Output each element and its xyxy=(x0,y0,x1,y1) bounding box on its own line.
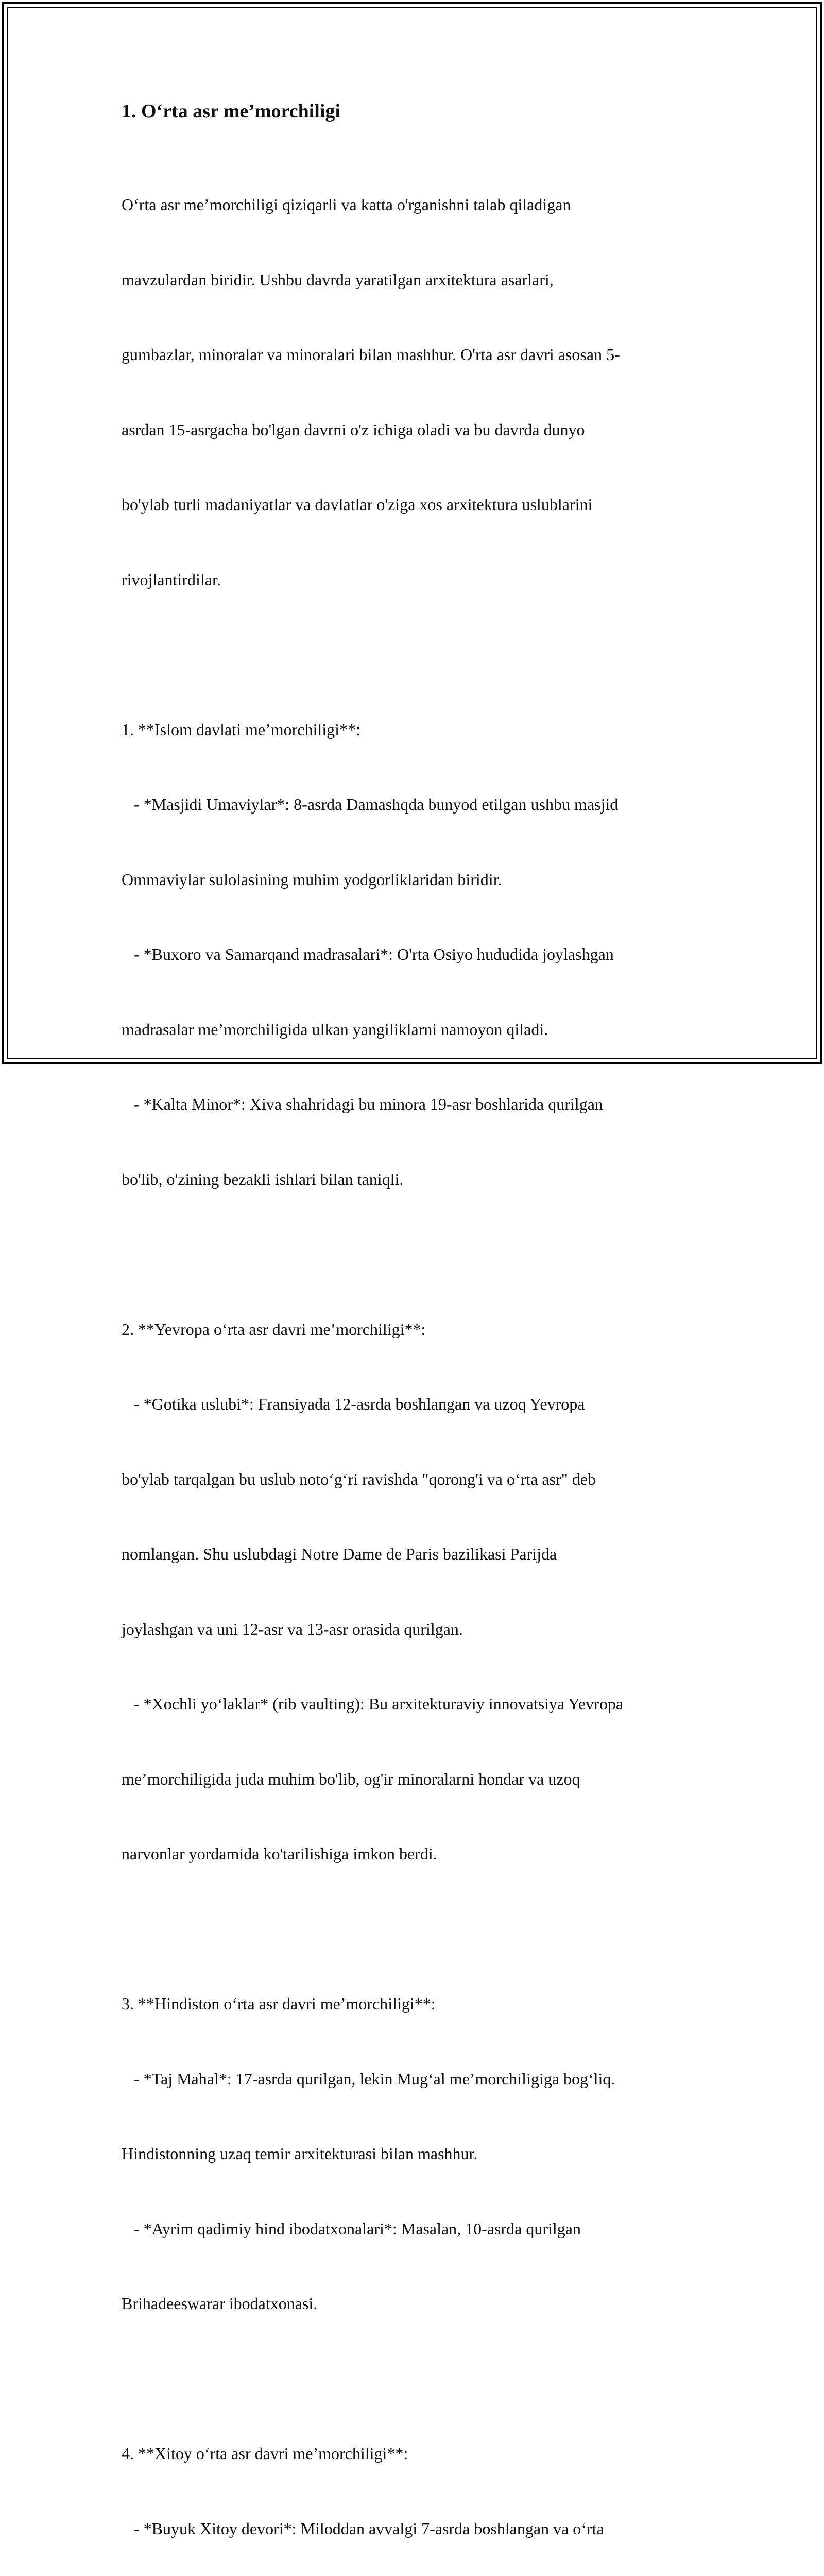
section-heading: 4. **Xitoy o‘rta asr davri me’morchiligi**: xyxy=(122,2444,408,2463)
text-line: asrdan 15-asrgacha bo'lgan davrni o'z ichiga oladi va bu davrda dunyo xyxy=(122,420,585,439)
text-line: joylashgan va uni 12-asr va 13-asr orasida qurilgan. xyxy=(122,1619,463,1638)
section-chinese-architecture xyxy=(122,2391,703,2576)
text-line: - *Buxoro va Samarqand madrasalari*: O'rta Osiyo hududida joylashgan xyxy=(122,945,614,963)
text-line: - *Masjidi Umaviylar*: 8-asrda Damashqda bunyod etilgan ushbu masjid xyxy=(122,795,619,814)
text-line: - *Gotika uslubi*: Fransiyada 12-asrda boshlangan va uzoq Yevropa xyxy=(122,1395,585,1413)
text-line: - *Buyuk Xitoy devori*: Miloddan avvalgi 7-asrda boshlangan va o‘rta xyxy=(122,2519,604,2538)
section-indian-architecture xyxy=(122,1941,703,2366)
intro-paragraph xyxy=(122,142,703,642)
text-line: rivojlantirdilar. xyxy=(122,570,221,589)
text-line: nomlangan. Shu uslubdagi Notre Dame de Paris bazilikasi Parijda xyxy=(122,1545,557,1563)
blank-line xyxy=(122,642,703,667)
text-line: me’morchiligida juda muhim bo'lib, og'ir minoralarni hondar va uzoq xyxy=(122,1769,580,1788)
text-line: narvonlar yordamida ko'tarilishiga imkon berdi. xyxy=(122,1844,437,1863)
text-line: - *Taj Mahal*: 17-asrda qurilgan, lekin Mug‘al me’morchiligiga bog‘liq. xyxy=(122,2069,615,2088)
text-line: Brihadeeswarar ibodatxonasi. xyxy=(122,2294,318,2313)
section-european-architecture xyxy=(122,1267,703,1917)
text-line: Ommaviylar sulolasining muhim yodgorliklaridan biridir. xyxy=(122,870,502,889)
document-body xyxy=(122,97,703,2576)
text-line: O‘rta asr me’morchiligi qiziqarli va katta o'rganishni talab qiladigan xyxy=(122,195,571,214)
text-line: mavzulardan biridir. Ushbu davrda yaratilgan arxitektura asarlari, xyxy=(122,270,554,289)
text-line: bo'lib, o'zining bezakli ishlari bilan taniqli. xyxy=(122,1170,404,1189)
text-line: madrasalar me’morchiligida ulkan yangiliklarni namoyon qiladi. xyxy=(122,1020,548,1039)
text-line: bo'ylab turli madaniyatlar va davlatlar o'ziga xos arxitektura uslublarini xyxy=(122,495,593,514)
blank-line xyxy=(122,2366,703,2392)
text-line: Hindistonning uzaq temir arxitekturasi bilan mashhur. xyxy=(122,2144,478,2163)
blank-line xyxy=(122,1242,703,1267)
blank-line xyxy=(122,1917,703,1942)
text-line: gumbazlar, minoralar va minoralari bilan mashhur. O'rta asr davri asosan 5- xyxy=(122,345,620,364)
text-line: - *Ayrim qadimiy hind ibodatxonalari*: Masalan, 10-asrda qurilgan xyxy=(122,2219,581,2238)
page-title: 1. O‘rta asr me’morchiligi xyxy=(122,100,340,122)
section-heading: 2. **Yevropa o‘rta asr davri me’morchiligi**: xyxy=(122,1319,426,1338)
section-islamic-architecture xyxy=(122,667,703,1242)
text-line: bo'ylab tarqalgan bu uslub noto‘g‘ri ravishda "qorong'i va o‘rta asr" deb xyxy=(122,1469,596,1488)
text-line: - *Xochli yo‘laklar* (rib vaulting): Bu arxitekturaviy innovatsiya Yevropa xyxy=(122,1694,624,1713)
text-line: - *Kalta Minor*: Xiva shahridagi bu minora 19-asr boshlarida qurilgan xyxy=(122,1095,603,1113)
section-heading: 3. **Hindiston o‘rta asr davri me’morchiligi**: xyxy=(122,1994,436,2013)
section-heading: 1. **Islom davlati me’morchiligi**: xyxy=(122,720,360,739)
